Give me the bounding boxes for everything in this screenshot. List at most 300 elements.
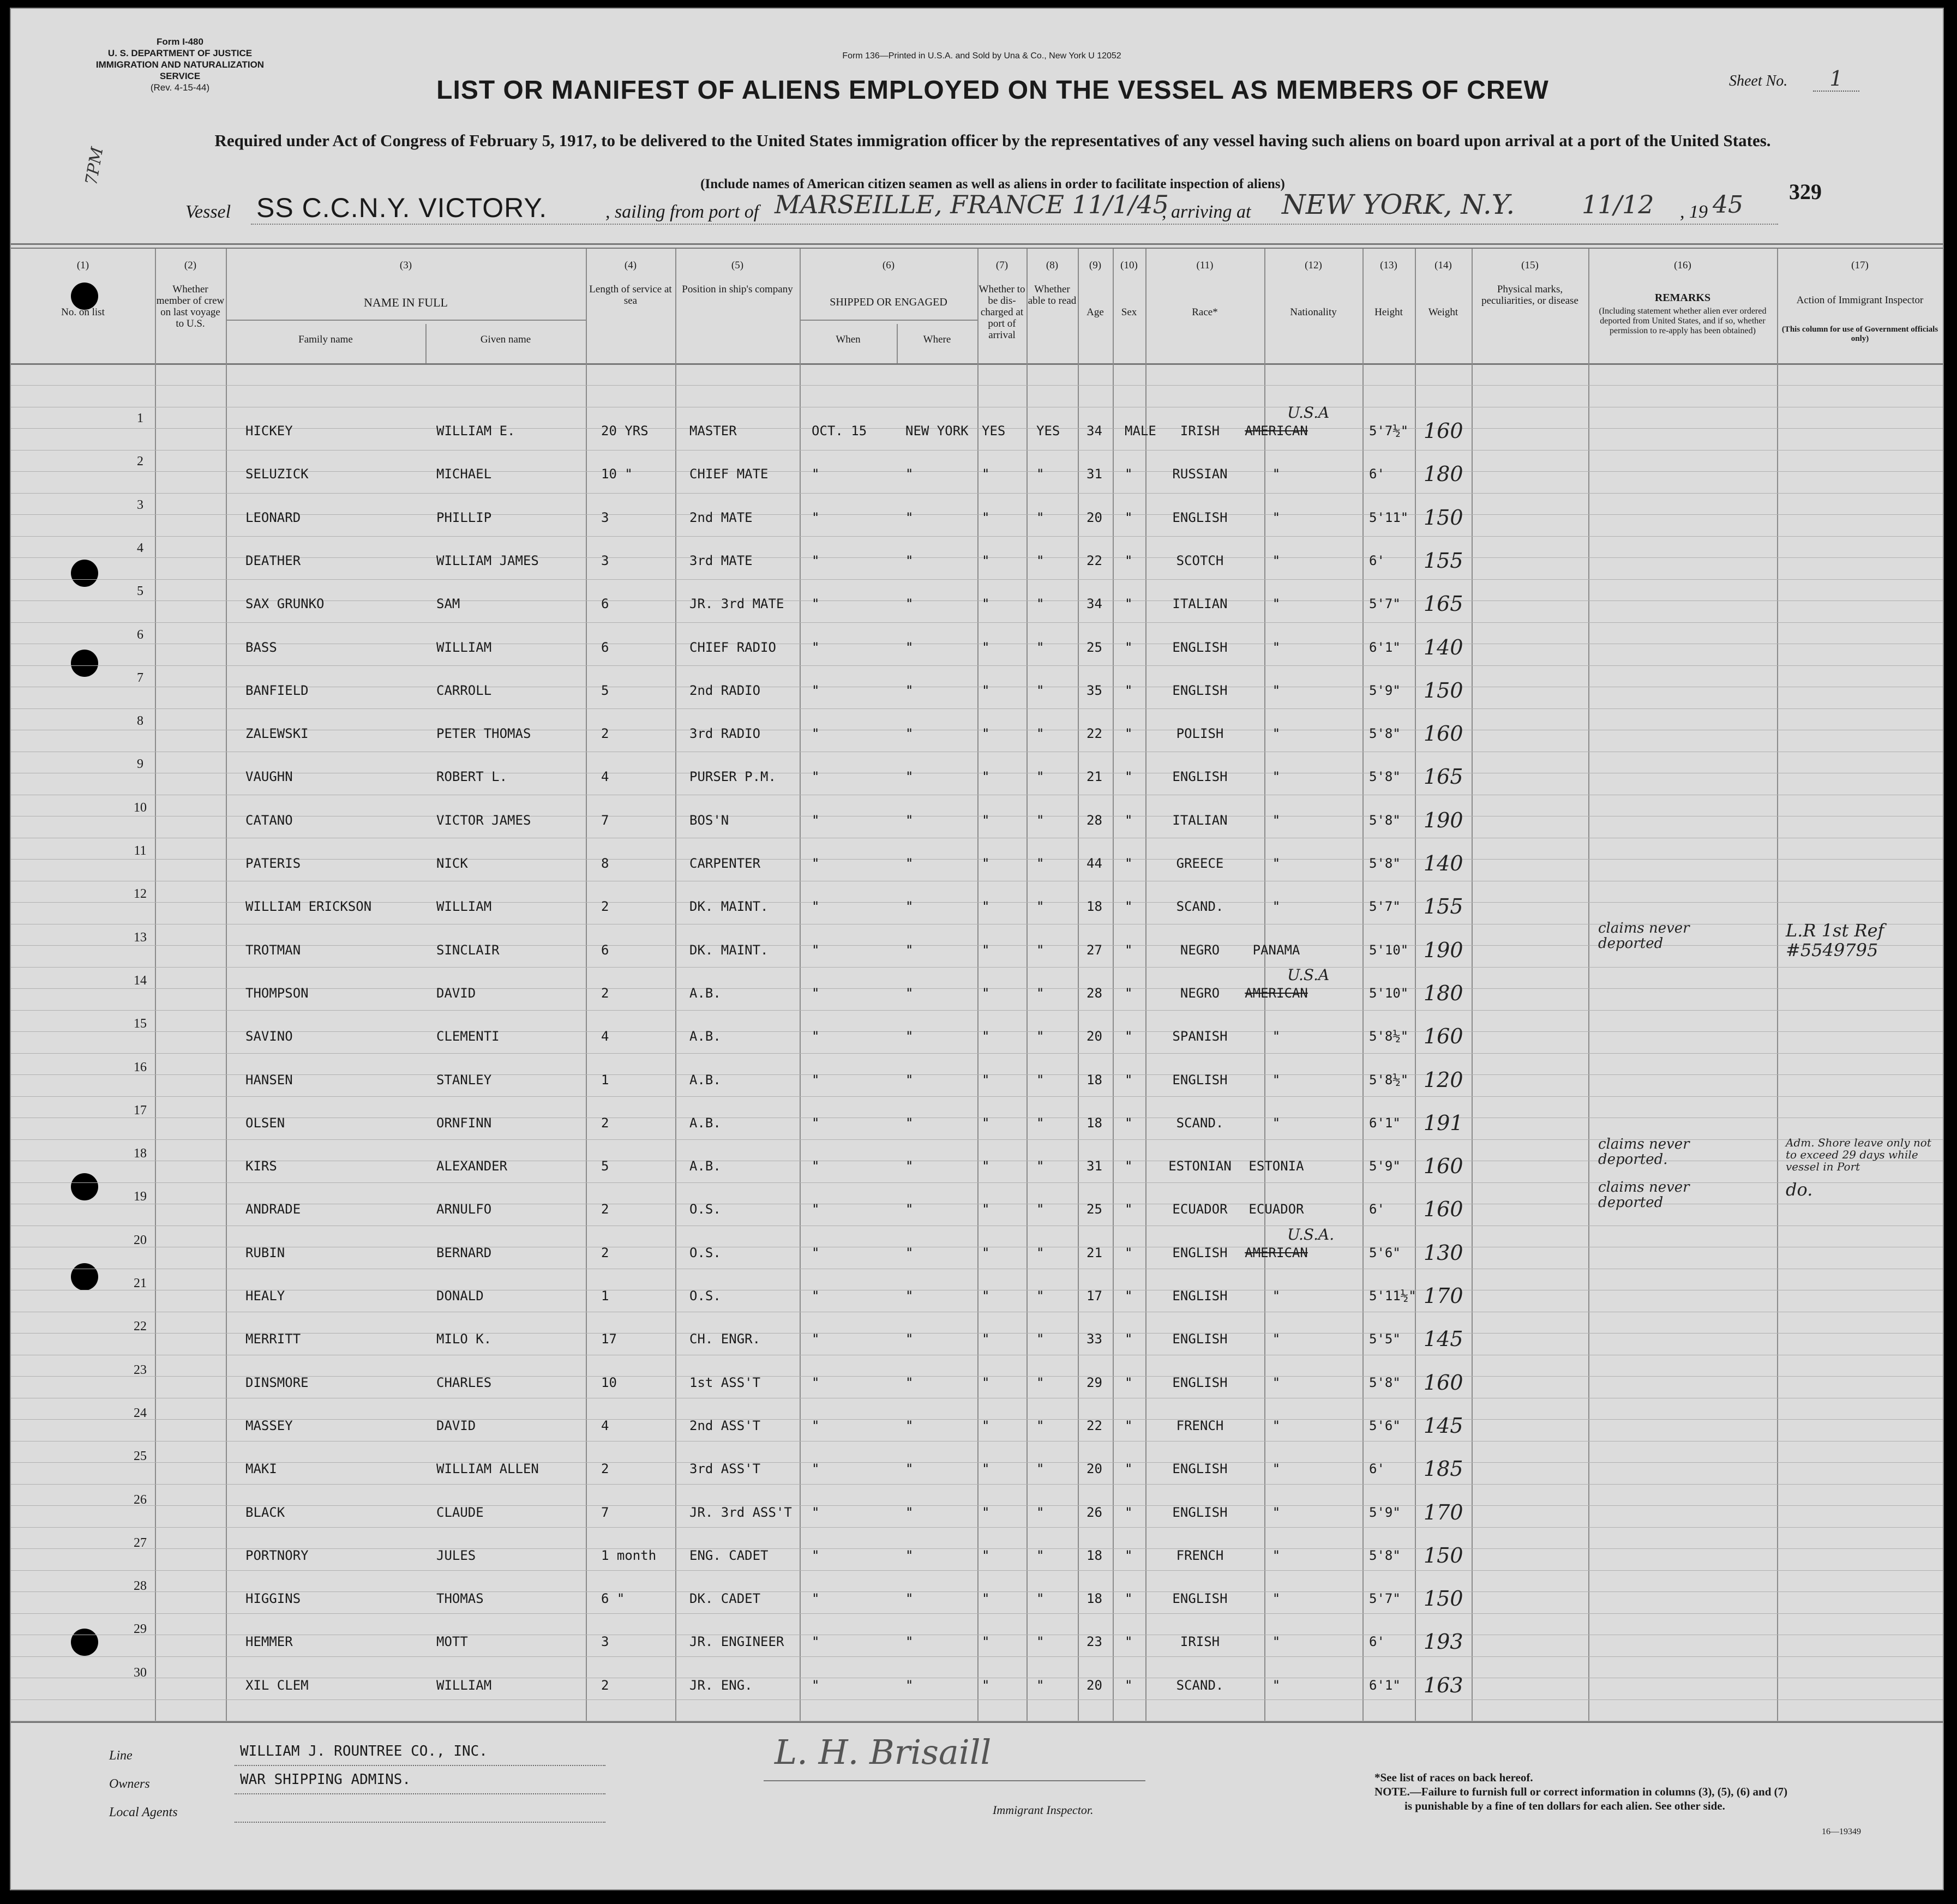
- sex-cell: ": [1125, 899, 1133, 915]
- race-cell: ESTONIAN: [1168, 1158, 1232, 1174]
- weight-cell: 170: [1424, 1500, 1463, 1524]
- race-cell: GREECE: [1176, 856, 1224, 871]
- family-name-cell: HANSEN: [245, 1072, 293, 1088]
- arriving-label: , arriving at: [1162, 202, 1251, 222]
- able-to-read-cell: ": [1036, 1591, 1044, 1607]
- shipped-where-cell: ": [905, 899, 914, 915]
- shipped-when-cell: ": [812, 1029, 820, 1044]
- height-cell: 5'7": [1369, 1591, 1401, 1607]
- age-cell: 26: [1086, 1504, 1102, 1520]
- age-cell: 18: [1086, 899, 1102, 915]
- shipped-when-cell: ": [812, 1115, 820, 1131]
- row-number-cell: 17: [134, 1103, 147, 1118]
- able-to-read-cell: ": [1036, 812, 1044, 828]
- weight-cell: 140: [1424, 635, 1463, 659]
- header-bottom-rule: [11, 363, 1943, 365]
- inspector-label: Immigrant Inspector.: [993, 1803, 1094, 1817]
- age-cell: 34: [1086, 596, 1102, 612]
- weight-cell: 163: [1424, 1673, 1463, 1697]
- nationality-cell: ": [1272, 1029, 1281, 1044]
- discharged-cell: ": [982, 1461, 990, 1477]
- column-number: (2): [184, 260, 197, 271]
- row-number-cell: 2: [137, 454, 143, 469]
- position-cell: 1st ASS'T: [689, 1374, 761, 1390]
- weight-cell: 165: [1424, 592, 1463, 616]
- family-name-cell: MERRITT: [245, 1331, 301, 1347]
- given-name-cell: WILLIAM: [436, 899, 492, 915]
- given-name-cell: NICK: [436, 856, 468, 871]
- column-header: REMARKS: [1654, 292, 1711, 304]
- sex-cell: ": [1125, 1634, 1133, 1650]
- position-cell: A.B.: [689, 1072, 721, 1088]
- able-to-read-cell: ": [1036, 1331, 1044, 1347]
- shipped-where-cell: ": [905, 1677, 914, 1693]
- given-name-cell: MILO K.: [436, 1331, 492, 1347]
- position-cell: CHIEF RADIO: [689, 639, 776, 655]
- race-cell: ITALIAN: [1172, 812, 1228, 828]
- shipped-where-cell: ": [905, 552, 914, 568]
- row-guide: [11, 1591, 1943, 1592]
- column-header: NAME IN FULL: [364, 296, 448, 309]
- race-cell: ENGLISH: [1172, 682, 1228, 698]
- shipped-where-cell: ": [905, 1245, 914, 1260]
- sex-cell: ": [1125, 596, 1133, 612]
- year-prefix: , 19: [1680, 202, 1708, 222]
- row-guide: [11, 1096, 1943, 1097]
- column-number: (8): [1046, 260, 1059, 271]
- nationality-cell: ECUADOR: [1248, 1202, 1304, 1217]
- able-to-read-cell: ": [1036, 726, 1044, 742]
- shipped-where-cell: ": [905, 985, 914, 1001]
- position-cell: 2nd MATE: [689, 509, 753, 525]
- family-name-cell: HICKEY: [245, 423, 293, 439]
- row-number-cell: 24: [134, 1406, 147, 1420]
- weight-cell: 150: [1424, 1543, 1463, 1567]
- row-guide: [11, 1613, 1943, 1614]
- position-cell: A.B.: [689, 1158, 721, 1174]
- height-cell: 5'9": [1369, 1504, 1401, 1520]
- able-to-read-cell: ": [1036, 466, 1044, 482]
- service-cell: 6: [601, 639, 609, 655]
- height-cell: 6': [1369, 1634, 1385, 1650]
- shipped-where-cell: ": [905, 1374, 914, 1390]
- given-name-cell: WILLIAM JAMES: [436, 552, 539, 568]
- weight-cell: 155: [1424, 894, 1463, 919]
- column-divider: [586, 249, 587, 1721]
- year-value: 45: [1713, 191, 1743, 219]
- given-name-cell: WILLIAM ALLEN: [436, 1461, 539, 1477]
- discharged-cell: ": [982, 1072, 990, 1088]
- shipped-where-cell: ": [905, 1547, 914, 1563]
- service-cell: 1 month: [601, 1547, 657, 1563]
- able-to-read-cell: ": [1036, 1461, 1044, 1477]
- position-cell: PURSER P.M.: [689, 769, 776, 785]
- weight-cell: 160: [1424, 419, 1463, 443]
- row-guide: [11, 1656, 1943, 1657]
- owners-rule: [235, 1793, 605, 1794]
- shipped-when-cell: ": [812, 639, 820, 655]
- height-cell: 5'7": [1369, 899, 1401, 915]
- row-number-cell: 5: [137, 584, 143, 599]
- position-cell: JR. ENG.: [689, 1677, 753, 1693]
- given-name-cell: ALEXANDER: [436, 1158, 508, 1174]
- column-divider: [800, 249, 801, 1721]
- punch-hole: [71, 283, 98, 310]
- able-to-read-cell: ": [1036, 1634, 1044, 1650]
- nationality-cell: ": [1272, 1072, 1281, 1088]
- service-cell: 4: [601, 769, 609, 785]
- nationality-cell: ": [1272, 639, 1281, 655]
- discharged-cell: ": [982, 1504, 990, 1520]
- given-name-cell: DAVID: [436, 1418, 476, 1433]
- sex-cell: ": [1125, 682, 1133, 698]
- vessel-name: SS C.C.N.Y. VICTORY.: [256, 193, 548, 223]
- service-cell: 6 ": [601, 1591, 625, 1607]
- able-to-read-cell: ": [1036, 596, 1044, 612]
- position-cell: CH. ENGR.: [689, 1331, 761, 1347]
- nationality-cell: ESTONIA: [1248, 1158, 1304, 1174]
- height-cell: 5'8½": [1369, 1072, 1409, 1088]
- discharged-cell: ": [982, 682, 990, 698]
- nationality-cell: ": [1272, 1288, 1281, 1304]
- nationality-cell: ": [1272, 1418, 1281, 1433]
- discharged-cell: YES: [982, 423, 1006, 439]
- nationality-cell: ": [1272, 726, 1281, 742]
- family-name-cell: HIGGINS: [245, 1591, 301, 1607]
- row-number-cell: 21: [134, 1276, 147, 1290]
- row-number-cell: 29: [134, 1622, 147, 1637]
- nationality-cell: AMERICAN: [1245, 1245, 1308, 1260]
- position-cell: CARPENTER: [689, 856, 761, 871]
- position-cell: JR. ENGINEER: [689, 1634, 784, 1650]
- inspector-action-cell: Adm. Shore leave only not to exceed 29 days while vessel in Port: [1786, 1136, 1931, 1174]
- sex-cell: ": [1125, 1245, 1133, 1260]
- service-cell: 6: [601, 942, 609, 958]
- nationality-cell: ": [1272, 1461, 1281, 1477]
- sex-cell: ": [1125, 1158, 1133, 1174]
- row-number-cell: 13: [134, 930, 147, 945]
- sex-cell: ": [1125, 1202, 1133, 1217]
- form-id: Form I-480: [157, 37, 203, 47]
- family-name-cell: HEMMER: [245, 1634, 293, 1650]
- family-name-cell: BLACK: [245, 1504, 285, 1520]
- nationality-handwritten-note: U.S.A: [1287, 965, 1330, 984]
- row-guide: [11, 428, 1943, 429]
- position-cell: JR. 3rd ASS'T: [689, 1504, 792, 1520]
- nationality-cell: ": [1272, 552, 1281, 568]
- position-cell: 2nd ASS'T: [689, 1418, 761, 1433]
- shipped-where-cell: ": [905, 639, 914, 655]
- service-cell: 7: [601, 1504, 609, 1520]
- family-name-cell: CATANO: [245, 812, 293, 828]
- sex-cell: MALE: [1125, 423, 1156, 439]
- shipped-when-cell: ": [812, 1202, 820, 1217]
- nationality-cell: ": [1272, 596, 1281, 612]
- family-name-cell: LEONARD: [245, 509, 301, 525]
- row-number-cell: 30: [134, 1665, 147, 1680]
- race-cell: ENGLISH: [1172, 639, 1228, 655]
- able-to-read-cell: ": [1036, 769, 1044, 785]
- sex-cell: ": [1125, 769, 1133, 785]
- able-to-read-cell: ": [1036, 1288, 1044, 1304]
- sheet-label: Sheet No.: [1729, 73, 1788, 89]
- shipped-when-cell: ": [812, 1677, 820, 1693]
- height-cell: 5'6": [1369, 1418, 1401, 1433]
- weight-cell: 160: [1424, 722, 1463, 746]
- age-cell: 28: [1086, 812, 1102, 828]
- discharged-cell: ": [982, 1418, 990, 1433]
- column-divider: [1026, 249, 1028, 1721]
- nationality-cell: ": [1272, 856, 1281, 871]
- weight-cell: 150: [1424, 1587, 1463, 1611]
- discharged-cell: ": [982, 1634, 990, 1650]
- age-cell: 18: [1086, 1547, 1102, 1563]
- discharged-cell: ": [982, 1331, 990, 1347]
- weight-cell: 160: [1424, 1154, 1463, 1179]
- able-to-read-cell: ": [1036, 552, 1044, 568]
- row-guide: [11, 1031, 1943, 1032]
- height-cell: 5'5": [1369, 1331, 1401, 1347]
- column-header: Action of Immigrant Inspector: [1796, 295, 1924, 306]
- column-subheader: (Including statement whether alien ever ordered deported from United States, and if so, whether permission to re-apply has been obtained): [1599, 307, 1767, 335]
- agents-rule: [235, 1822, 605, 1823]
- service-cell: 5: [601, 682, 609, 698]
- given-name-cell: BERNARD: [436, 1245, 492, 1260]
- shipped-where-cell: ": [905, 1634, 914, 1650]
- column-header: SHIPPED OR ENGAGED: [830, 296, 947, 308]
- given-name-cell: ARNULFO: [436, 1202, 492, 1217]
- given-name-cell: ROBERT L.: [436, 769, 508, 785]
- column-divider: [1113, 249, 1114, 1721]
- able-to-read-cell: ": [1036, 985, 1044, 1001]
- sex-cell: ": [1125, 1504, 1133, 1520]
- age-cell: 22: [1086, 552, 1102, 568]
- shipped-when-cell: ": [812, 1245, 820, 1260]
- able-to-read-cell: ": [1036, 1504, 1044, 1520]
- row-number-cell: 10: [134, 800, 147, 815]
- family-name-cell: PORTNORY: [245, 1547, 309, 1563]
- column-number: (7): [995, 260, 1008, 271]
- service-cell: 1: [601, 1072, 609, 1088]
- row-number-cell: 19: [134, 1190, 147, 1204]
- race-cell: RUSSIAN: [1172, 466, 1228, 482]
- shipped-when-cell: ": [812, 1288, 820, 1304]
- discharged-cell: ": [982, 812, 990, 828]
- row-guide: [11, 665, 1943, 666]
- service-cell: 2: [601, 1115, 609, 1131]
- given-name-cell: STANLEY: [436, 1072, 492, 1088]
- age-cell: 31: [1086, 1158, 1102, 1174]
- age-cell: 25: [1086, 639, 1102, 655]
- service-cell: 3: [601, 1634, 609, 1650]
- discharged-cell: ": [982, 1288, 990, 1304]
- row-guide: [11, 514, 1943, 515]
- form-code: 16—19349: [1822, 1827, 1861, 1836]
- shipped-when-cell: ": [812, 1418, 820, 1433]
- race-cell: ENGLISH: [1172, 1245, 1228, 1260]
- shipped-where-cell: ": [905, 1202, 914, 1217]
- row-number-cell: 7: [137, 670, 143, 685]
- nationality-cell: ": [1272, 1591, 1281, 1607]
- footer-notes: [1374, 1770, 1920, 1813]
- height-cell: 6'1": [1369, 1115, 1401, 1131]
- column-number: (17): [1851, 260, 1869, 271]
- column-divider: [226, 249, 227, 1721]
- nationality-cell: AMERICAN: [1245, 985, 1308, 1001]
- remarks-cell: claims never deported.: [1598, 1136, 1690, 1168]
- service-cell: 10 ": [601, 466, 633, 482]
- nationality-cell: ": [1272, 1634, 1281, 1650]
- shipped-when-cell: ": [812, 726, 820, 742]
- margin-note: 7PM: [82, 146, 107, 187]
- family-name-cell: THOMPSON: [245, 985, 309, 1001]
- position-cell: DK. MAINT.: [689, 942, 769, 958]
- row-number-cell: 28: [134, 1579, 147, 1594]
- height-cell: 6': [1369, 552, 1385, 568]
- discharged-cell: ": [982, 552, 990, 568]
- position-cell: 3rd RADIO: [689, 726, 761, 742]
- weight-cell: 191: [1424, 1110, 1463, 1135]
- able-to-read-cell: ": [1036, 899, 1044, 915]
- shipped-when-cell: OCT. 15: [812, 423, 867, 439]
- shipped-when-cell: ": [812, 899, 820, 915]
- position-cell: O.S.: [689, 1245, 721, 1260]
- row-number-cell: 9: [137, 757, 143, 772]
- family-name-cell: XIL CLEM: [245, 1677, 309, 1693]
- age-cell: 17: [1086, 1288, 1102, 1304]
- shipped-where-cell: ": [905, 1504, 914, 1520]
- row-number-cell: 15: [134, 1017, 147, 1031]
- row-guide: [11, 1527, 1943, 1528]
- weight-cell: 120: [1424, 1067, 1463, 1092]
- row-number-cell: 11: [134, 844, 147, 858]
- column-number: (6): [882, 260, 895, 271]
- family-name-cell: ZALEWSKI: [245, 726, 309, 742]
- race-note: *See list of races on back hereof.: [1374, 1771, 1533, 1784]
- age-cell: 22: [1086, 726, 1102, 742]
- shipped-when-cell: ": [812, 1331, 820, 1347]
- row-guide: [11, 1074, 1943, 1075]
- weight-cell: 145: [1424, 1327, 1463, 1352]
- discharged-cell: ": [982, 1245, 990, 1260]
- line-label: Line: [109, 1749, 133, 1763]
- row-number-cell: 12: [134, 887, 147, 902]
- given-name-cell: PETER THOMAS: [436, 726, 531, 742]
- penalty-note-1: NOTE.—Failure to furnish full or correct information in columns (3), (5), (6) and (7): [1374, 1785, 1788, 1798]
- position-cell: DK. MAINT.: [689, 899, 769, 915]
- position-cell: 2nd RADIO: [689, 682, 761, 698]
- age-cell: 23: [1086, 1634, 1102, 1650]
- race-cell: ITALIAN: [1172, 596, 1228, 612]
- remarks-cell: claims never deported: [1598, 1179, 1690, 1211]
- column-subheader: When: [836, 334, 861, 345]
- height-cell: 6'1": [1369, 1677, 1401, 1693]
- column-divider: [155, 249, 156, 1721]
- shipped-where-cell: ": [905, 726, 914, 742]
- column-header: No. on list: [61, 307, 105, 318]
- family-name-cell: OLSEN: [245, 1115, 285, 1131]
- row-number-cell: 22: [134, 1319, 147, 1334]
- given-name-cell: WILLIAM: [436, 1677, 492, 1693]
- service-cell: 7: [601, 812, 609, 828]
- shipped-where-cell: ": [905, 1461, 914, 1477]
- given-name-cell: WILLIAM: [436, 639, 492, 655]
- sex-cell: ": [1125, 1677, 1133, 1693]
- shipped-when-cell: ": [812, 856, 820, 871]
- nationality-cell: ": [1272, 682, 1281, 698]
- shipped-where-cell: ": [905, 1288, 914, 1304]
- race-cell: ENGLISH: [1172, 1591, 1228, 1607]
- weight-cell: 150: [1424, 505, 1463, 530]
- column-divider: [1588, 249, 1589, 1721]
- given-name-cell: WILLIAM E.: [436, 423, 515, 439]
- family-name-cell: WILLIAM ERICKSON: [245, 899, 372, 915]
- race-cell: NEGRO: [1180, 942, 1220, 958]
- discharged-cell: ": [982, 509, 990, 525]
- able-to-read-cell: ": [1036, 1547, 1044, 1563]
- column-header: Weight: [1428, 307, 1458, 318]
- weight-cell: 160: [1424, 1197, 1463, 1222]
- column-number: (15): [1521, 260, 1539, 271]
- row-guide: [11, 1419, 1943, 1420]
- column-header: Race*: [1192, 307, 1218, 318]
- family-name-cell: KIRS: [245, 1158, 277, 1174]
- vessel-underline: [251, 224, 1778, 225]
- service-cell: 2: [601, 1245, 609, 1260]
- row-guide: [11, 1010, 1943, 1011]
- remarks-cell: claims never deported: [1598, 920, 1690, 952]
- punch-hole: [71, 1173, 98, 1200]
- height-cell: 6': [1369, 1202, 1385, 1217]
- family-name-cell: MASSEY: [245, 1418, 293, 1433]
- race-cell: ENGLISH: [1172, 769, 1228, 785]
- nationality-cell: ": [1272, 1547, 1281, 1563]
- nationality-cell: ": [1272, 812, 1281, 828]
- given-name-cell: JULES: [436, 1547, 476, 1563]
- able-to-read-cell: ": [1036, 942, 1044, 958]
- age-cell: 27: [1086, 942, 1102, 958]
- given-name-cell: ORNFINN: [436, 1115, 492, 1131]
- shipped-header-rule: [800, 320, 977, 321]
- race-cell: ENGLISH: [1172, 1072, 1228, 1088]
- row-guide: [11, 1505, 1943, 1506]
- sheet-number: 1: [1813, 67, 1859, 92]
- sex-cell: ": [1125, 1461, 1133, 1477]
- nationality-cell: ": [1272, 1115, 1281, 1131]
- age-cell: 21: [1086, 1245, 1102, 1260]
- position-cell: 3rd MATE: [689, 552, 753, 568]
- sex-cell: ": [1125, 1331, 1133, 1347]
- given-name-cell: CARROLL: [436, 682, 492, 698]
- weight-cell: 165: [1424, 765, 1463, 789]
- column-number: (10): [1120, 260, 1138, 271]
- race-cell: ECUADOR: [1172, 1202, 1228, 1217]
- shipped-where-cell: ": [905, 1418, 914, 1433]
- race-cell: FRENCH: [1176, 1547, 1224, 1563]
- race-cell: FRENCH: [1176, 1418, 1224, 1433]
- shipped-when-cell: ": [812, 509, 820, 525]
- discharged-cell: ": [982, 1115, 990, 1131]
- inspector-action-cell: L.R 1st Ref #5549795: [1786, 920, 1884, 960]
- height-cell: 5'8": [1369, 856, 1401, 871]
- weight-cell: 190: [1424, 938, 1463, 962]
- sex-cell: ": [1125, 1115, 1133, 1131]
- sex-cell: ": [1125, 812, 1133, 828]
- age-cell: 35: [1086, 682, 1102, 698]
- weight-cell: 160: [1424, 1024, 1463, 1049]
- shipped-where-cell: ": [905, 1029, 914, 1044]
- column-number: (12): [1305, 260, 1322, 271]
